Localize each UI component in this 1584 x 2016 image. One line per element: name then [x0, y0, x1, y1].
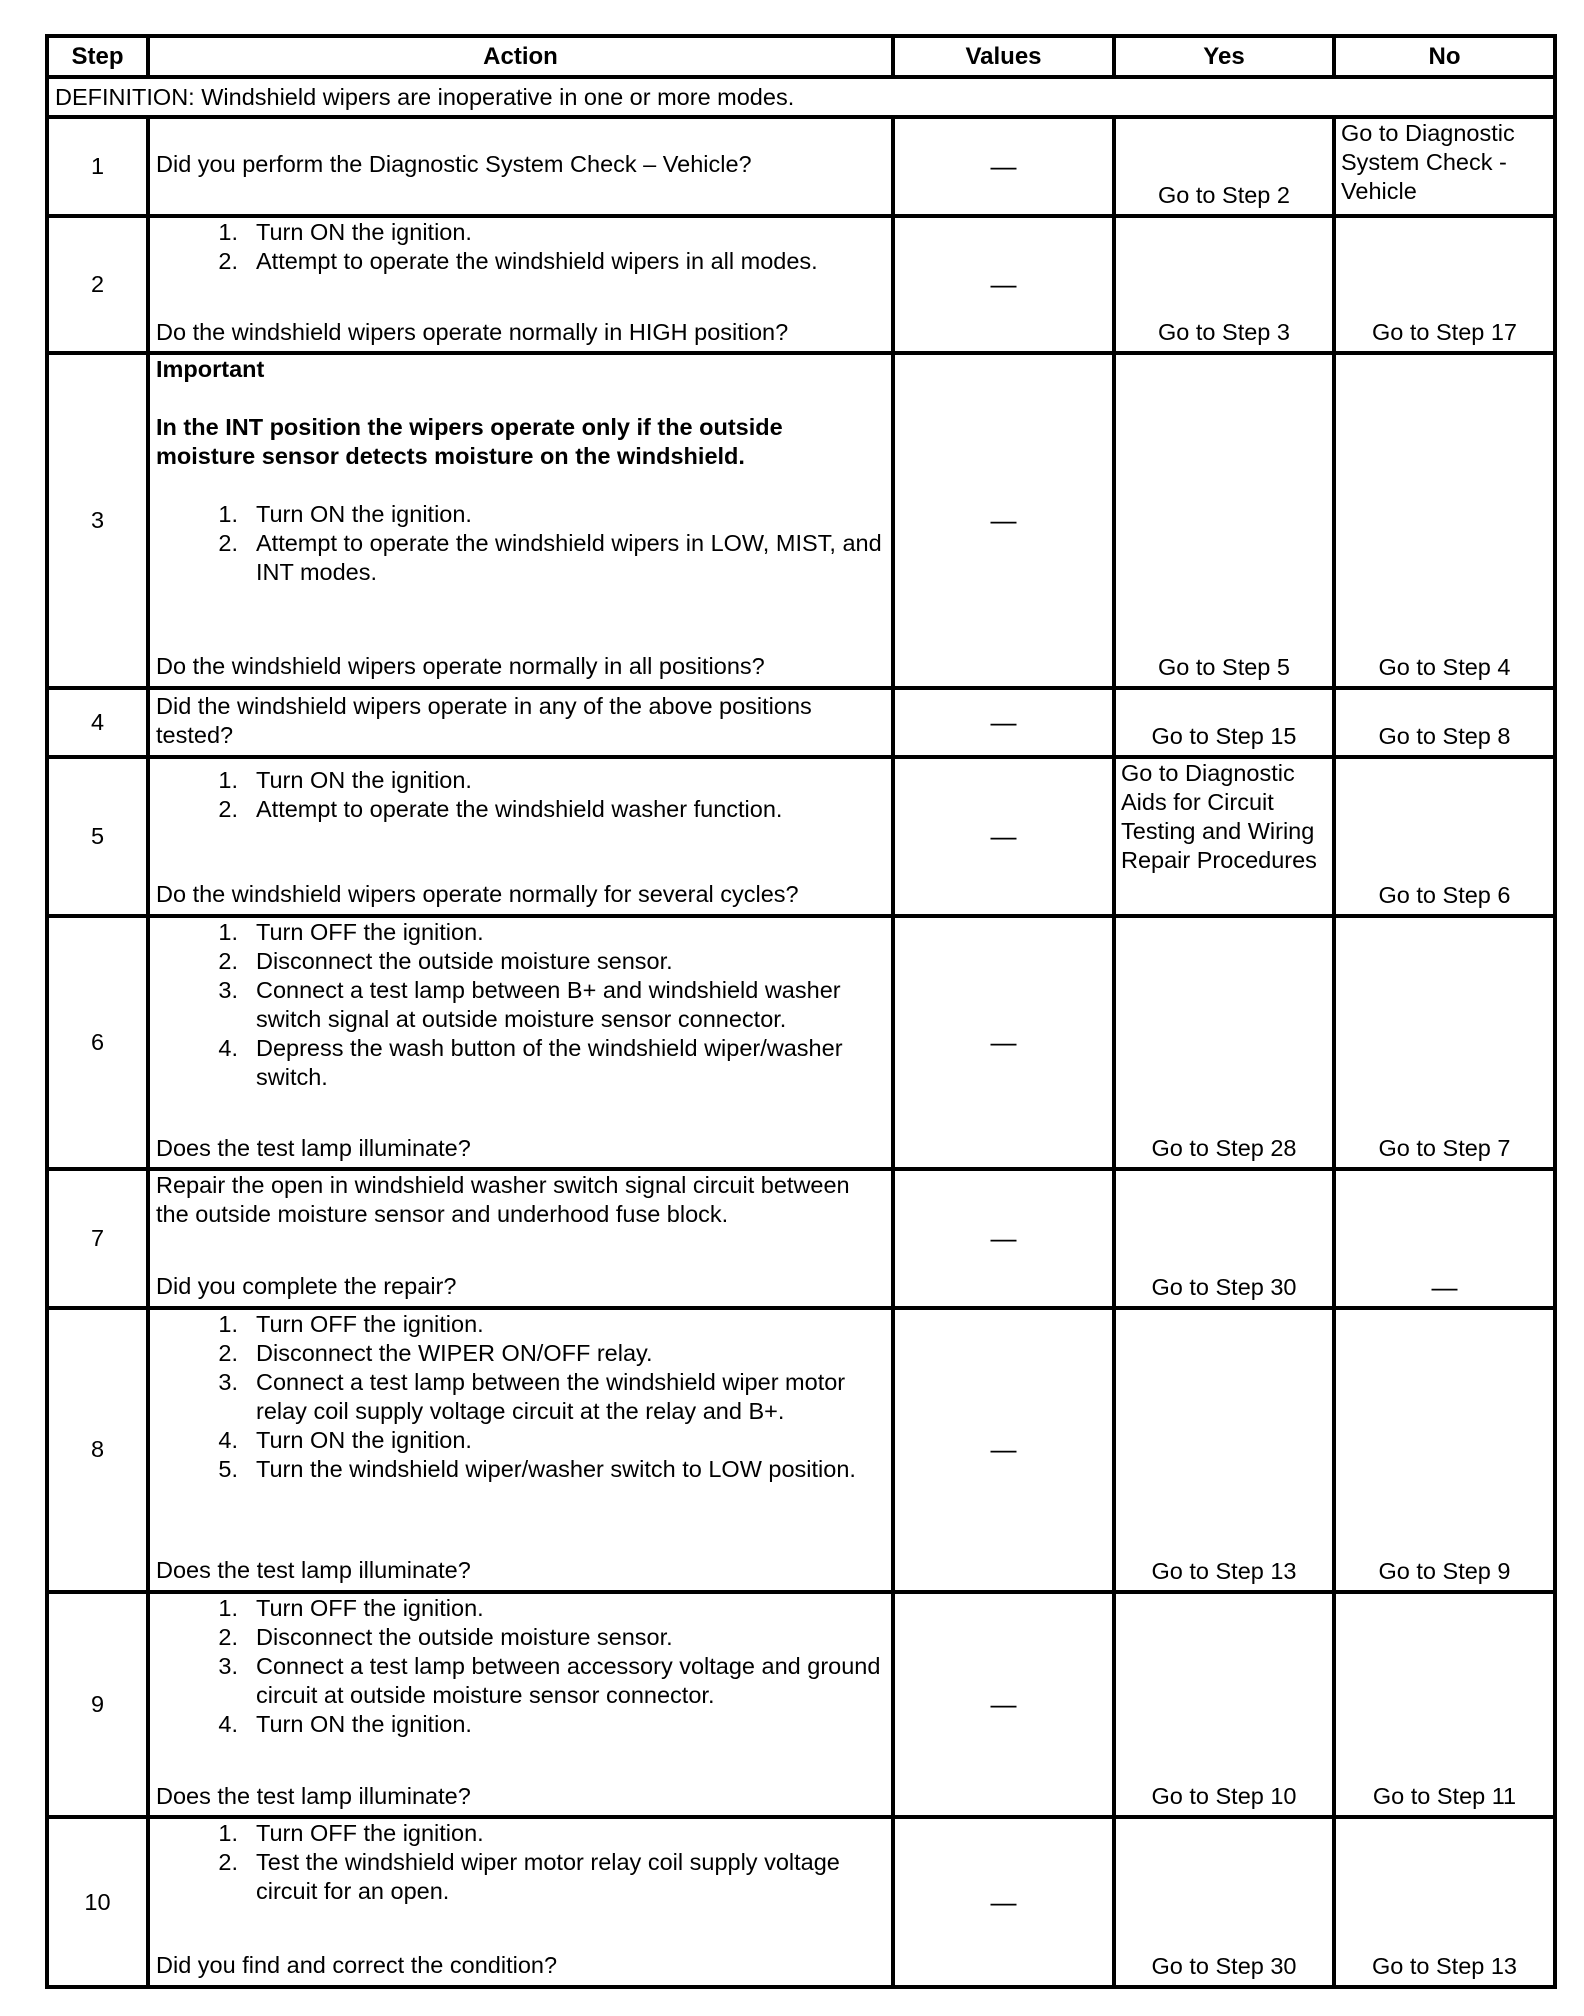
diagnostic-table — [45, 34, 1557, 1989]
step-number: 3 — [47, 353, 148, 688]
list-item: 2. Attempt to operate the windshield washer function. — [218, 796, 783, 823]
action-question: Do the windshield wipers operate normally in all positions? — [156, 652, 765, 679]
action-question: Did you perform the Diagnostic System Check – Vehicle? — [156, 151, 752, 178]
action-instruction: Repair the open in windshield washer switch signal circuit between the outside moisture sensor and underhood fuse block. — [156, 1172, 850, 1228]
action-question: Do the windshield wipers operate normally for several cycles? — [156, 881, 799, 908]
list-item: 3. Connect a test lamp between accessory voltage and ground circuit at outside moisture sensor connector. — [218, 1652, 881, 1708]
table-row — [47, 916, 1555, 1170]
action-steps — [156, 500, 887, 587]
step-number: 10 — [47, 1817, 148, 1987]
step-number: 8 — [47, 1308, 148, 1592]
action-cell — [148, 1169, 893, 1307]
table-row — [47, 1308, 1555, 1592]
list-item: 2. Disconnect the outside moisture sensor. — [218, 947, 673, 974]
list-item: 2. Attempt to operate the windshield wipers in LOW, MIST, and INT modes. — [218, 529, 882, 585]
definition-text: DEFINITION: Windshield wipers are inoperative in one or more modes. — [47, 77, 1555, 117]
no-cell: Go to Step 4 — [1334, 353, 1555, 688]
step-number: 6 — [47, 916, 148, 1170]
list-item: 1. Turn OFF the ignition. — [218, 918, 484, 945]
action-question: Did you find and correct the condition? — [156, 1952, 558, 1979]
no-cell: Go to Step 8 — [1334, 688, 1555, 757]
values-cell: — — [893, 1169, 1114, 1307]
yes-cell: Go to Step 28 — [1114, 916, 1334, 1170]
list-item: 1. Turn OFF the ignition. — [218, 1310, 484, 1337]
step-number: 9 — [47, 1592, 148, 1818]
table-row — [47, 353, 1555, 688]
no-cell: Go to Step 9 — [1334, 1308, 1555, 1592]
action-question: Did you complete the repair? — [156, 1273, 457, 1300]
step-number: 1 — [47, 117, 148, 215]
table-row — [47, 1592, 1555, 1818]
action-cell — [148, 757, 893, 915]
no-cell: Go to Step 17 — [1334, 216, 1555, 353]
step-number: 2 — [47, 216, 148, 353]
list-item: 2. Attempt to operate the windshield wipers in all modes. — [218, 247, 818, 274]
action-cell — [148, 1308, 893, 1592]
list-item: 4. Turn ON the ignition. — [218, 1710, 472, 1737]
values-cell: — — [893, 216, 1114, 353]
action-cell — [148, 353, 893, 688]
yes-cell: Go to Step 15 — [1114, 688, 1334, 757]
values-cell: — — [893, 757, 1114, 915]
values-cell: — — [893, 1817, 1114, 1987]
table-row — [47, 1817, 1555, 1987]
yes-cell: Go to Step 13 — [1114, 1308, 1334, 1592]
table-row — [47, 757, 1555, 915]
no-cell: Go to Step 7 — [1334, 916, 1555, 1170]
definition-row — [47, 77, 1555, 117]
header-yes: Yes — [1114, 36, 1334, 77]
list-item: 1. Turn ON the ignition. — [218, 218, 472, 245]
header-action: Action — [148, 36, 893, 77]
action-question: Does the test lamp illuminate? — [156, 1134, 471, 1161]
list-item: 5. Turn the windshield wiper/washer switch to LOW position. — [218, 1455, 856, 1482]
action-cell — [148, 916, 893, 1170]
action-steps — [156, 1819, 887, 1906]
list-item: 2. Test the windshield wiper motor relay coil supply voltage circuit for an open. — [218, 1849, 840, 1905]
values-cell: — — [893, 916, 1114, 1170]
action-steps — [156, 766, 887, 824]
table-row — [47, 1169, 1555, 1307]
yes-cell: Go to Step 30 — [1114, 1817, 1334, 1987]
list-item: 1. Turn ON the ignition. — [218, 767, 472, 794]
list-item: 2. Disconnect the WIPER ON/OFF relay. — [218, 1339, 653, 1366]
action-question: Did the windshield wipers operate in any of the above positions tested? — [156, 693, 812, 749]
action-cell — [148, 117, 893, 215]
list-item: 3. Connect a test lamp between the windshield wiper motor relay coil supply voltage circuit at the relay and B+. — [218, 1368, 846, 1424]
list-item: 2. Disconnect the outside moisture sensor. — [218, 1623, 673, 1650]
action-cell — [148, 1817, 893, 1987]
header-values: Values — [893, 36, 1114, 77]
header-no: No — [1334, 36, 1555, 77]
action-steps — [156, 1594, 887, 1739]
values-cell: — — [893, 353, 1114, 688]
yes-cell: Go to Step 10 — [1114, 1592, 1334, 1818]
action-cell — [148, 1592, 893, 1818]
table-row — [47, 688, 1555, 757]
values-cell: — — [893, 1308, 1114, 1592]
action-cell — [148, 216, 893, 353]
list-item: 1. Turn ON the ignition. — [218, 500, 472, 527]
action-steps — [156, 918, 887, 1092]
action-cell — [148, 688, 893, 757]
yes-cell: Go to Step 5 — [1114, 353, 1334, 688]
action-question: Does the test lamp illuminate? — [156, 1556, 471, 1583]
header-step: Step — [47, 36, 148, 77]
no-cell: Go to Step 13 — [1334, 1817, 1555, 1987]
no-cell: — — [1334, 1169, 1555, 1307]
action-question: Do the windshield wipers operate normally in HIGH position? — [156, 318, 789, 345]
no-cell: Go to Step 11 — [1334, 1592, 1555, 1818]
important-note: In the INT position the wipers operate only if the outside moisture sensor detects moisture on the windshield. — [156, 413, 783, 469]
table-row — [47, 117, 1555, 215]
no-cell: Go to Diagnostic System Check - Vehicle — [1334, 117, 1555, 215]
action-question: Does the test lamp illuminate? — [156, 1782, 471, 1809]
no-cell: Go to Step 6 — [1334, 757, 1555, 915]
list-item: 1. Turn OFF the ignition. — [218, 1594, 484, 1621]
header-row — [47, 36, 1555, 77]
values-cell: — — [893, 688, 1114, 757]
yes-cell: Go to Step 3 — [1114, 216, 1334, 353]
important-label: Important — [156, 355, 265, 382]
action-steps — [156, 1310, 887, 1484]
table-row — [47, 216, 1555, 353]
list-item: 4. Depress the wash button of the windshield wiper/washer switch. — [218, 1034, 843, 1090]
yes-cell: Go to Diagnostic Aids for Circuit Testing and Wiring Repair Procedures — [1114, 757, 1334, 915]
list-item: 4. Turn ON the ignition. — [218, 1426, 472, 1453]
step-number: 5 — [47, 757, 148, 915]
action-steps — [156, 218, 887, 276]
yes-cell: Go to Step 30 — [1114, 1169, 1334, 1307]
step-number: 7 — [47, 1169, 148, 1307]
list-item: 1. Turn OFF the ignition. — [218, 1820, 484, 1847]
values-cell: — — [893, 1592, 1114, 1818]
yes-cell: Go to Step 2 — [1114, 117, 1334, 215]
step-number: 4 — [47, 688, 148, 757]
list-item: 3. Connect a test lamp between B+ and windshield washer switch signal at outside moisture sensor connector. — [218, 976, 841, 1032]
values-cell: — — [893, 117, 1114, 215]
